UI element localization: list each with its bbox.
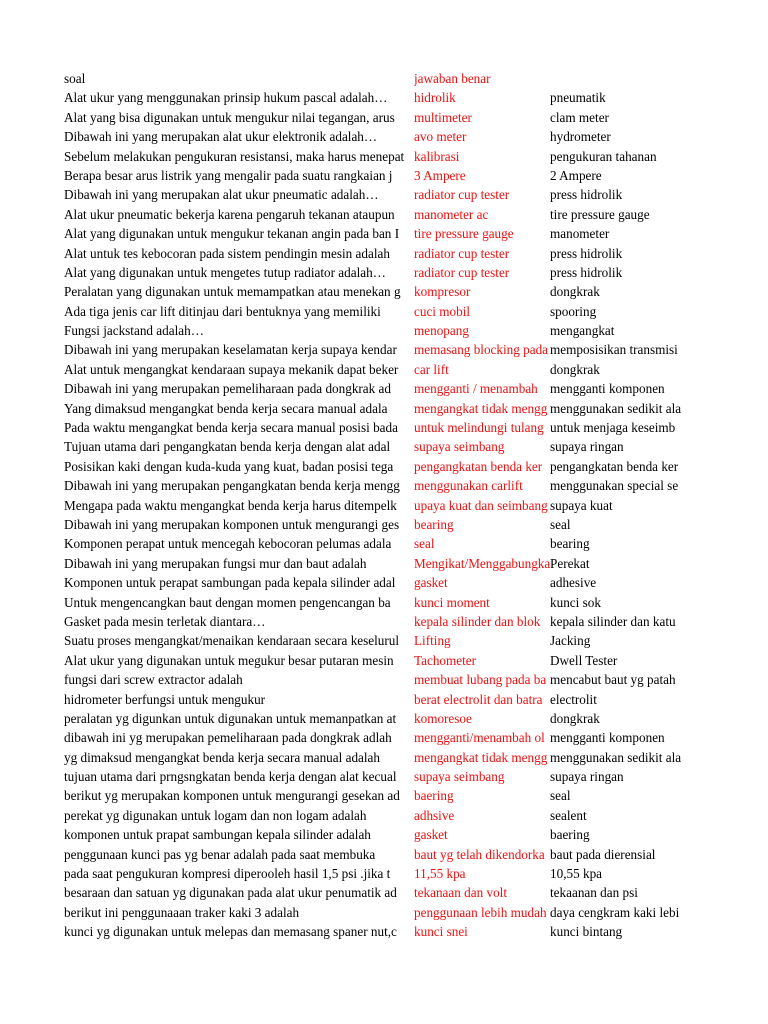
- option-cell: baering: [550, 827, 590, 843]
- correct-answer-cell: radiator cup tester: [414, 245, 510, 261]
- correct-answer-cell: baering: [414, 788, 454, 804]
- correct-answer-cell: mengganti / menambah: [414, 381, 538, 397]
- correct-answer-cell: gasket: [414, 575, 448, 591]
- table-row: [0, 515, 768, 534]
- question-cell: Komponen untuk perapat sambungan pada kepala silinder adal: [64, 575, 396, 591]
- question-cell: Fungsi jackstand adalah…: [64, 323, 204, 339]
- table-row: [0, 573, 768, 592]
- header-row: [0, 69, 768, 88]
- correct-answer-cell: avo meter: [414, 129, 467, 145]
- correct-answer-cell: menopang: [414, 323, 469, 339]
- option-cell: bearing: [550, 536, 590, 552]
- option-cell: tire pressure gauge: [550, 206, 650, 222]
- table-row: [0, 903, 768, 922]
- question-cell: besaraan dan satuan yg digunakan pada alat ukur penumatik ad: [64, 885, 397, 901]
- correct-answer-cell: mengangkat tidak mengg: [414, 749, 548, 765]
- question-cell: berikut yg merupakan komponen untuk mengurangi gesekan ad: [64, 788, 400, 804]
- option-cell: 2 Ampere: [550, 167, 602, 183]
- table-row: [0, 127, 768, 146]
- question-cell: Alat untuk mengangkat kendaraan supaya mekanik dapat beker: [64, 361, 399, 377]
- table-row: [0, 786, 768, 805]
- table-row: [0, 922, 768, 941]
- question-cell: perekat yg digunakan untuk logam dan non logam adalah: [64, 807, 367, 823]
- table-row: [0, 554, 768, 573]
- question-cell: Alat yang bisa digunakan untuk mengukur nilai tegangan, arus: [64, 109, 395, 125]
- question-cell: Dibawah ini yang merupakan pemeliharaan pada dongkrak ad: [64, 381, 391, 397]
- option-cell: manometer: [550, 226, 610, 242]
- table-row: [0, 263, 768, 282]
- correct-answer-cell: radiator cup tester: [414, 264, 510, 280]
- option-cell: mengganti komponen: [550, 381, 665, 397]
- table-row: [0, 593, 768, 612]
- correct-answer-cell: mengganti/menambah ol: [414, 730, 545, 746]
- table-row: [0, 88, 768, 107]
- table-row: [0, 748, 768, 767]
- table-row: [0, 709, 768, 728]
- table-row: [0, 728, 768, 747]
- table-row: [0, 399, 768, 418]
- table-row: [0, 883, 768, 902]
- question-cell: Dibawah ini yang merupakan pengangkatan benda kerja mengg: [64, 478, 400, 494]
- option-cell: tekaanan dan psi: [550, 885, 638, 901]
- question-cell: Mengapa pada waktu mengangkat benda kerja harus ditempelk: [64, 497, 397, 513]
- correct-answer-cell: cuci mobil: [414, 303, 471, 319]
- correct-answer-cell: berat electrolit dan batra: [414, 691, 543, 707]
- question-cell: Komponen perapat untuk mencegah kebocoran pelumas adala: [64, 536, 392, 552]
- question-cell: kunci yg digunakan untuk melepas dan memasang spaner nut,c: [64, 924, 397, 940]
- table-row: [0, 476, 768, 495]
- question-cell: Tujuan utama dari pengangkatan benda kerja dengan alat adal: [64, 439, 391, 455]
- correct-answer-cell: supaya seimbang: [414, 439, 505, 455]
- question-cell: Alat ukur pneumatic bekerja karena pengaruh tekanan ataupun: [64, 206, 395, 222]
- table-row: [0, 496, 768, 515]
- correct-answer-cell: radiator cup tester: [414, 187, 510, 203]
- question-cell: Alat untuk tes kebocoran pada sistem pendingin mesin adalah: [64, 245, 390, 261]
- option-cell: mengganti komponen: [550, 730, 665, 746]
- option-cell: kepala silinder dan katu: [550, 613, 676, 629]
- question-cell: pada saat pengukuran kompresi diperooleh hasil 1,5 psi .jika t: [64, 866, 391, 882]
- option-cell: press hidrolik: [550, 187, 623, 203]
- question-cell: penggunaan kunci pas yg benar adalah pada saat membuka: [64, 846, 376, 862]
- question-cell: Ada tiga jenis car lift ditinjau dari bentuknya yang memiliki: [64, 303, 381, 319]
- option-cell: sealent: [550, 807, 587, 823]
- option-cell: dongkrak: [550, 710, 600, 726]
- correct-answer-cell: kunci snei: [414, 924, 468, 940]
- correct-answer-cell: upaya kuat dan seimbang: [414, 497, 548, 513]
- option-cell: menggunakan special se: [550, 478, 679, 494]
- table-row: [0, 147, 768, 166]
- option-cell: pengangkatan benda ker: [550, 458, 679, 474]
- option-cell: daya cengkram kaki lebi: [550, 904, 680, 920]
- table-row: [0, 670, 768, 689]
- question-cell: Suatu proses mengangkat/menaikan kendaraan secara keselurul: [64, 633, 400, 649]
- table-row: [0, 360, 768, 379]
- question-cell: Dibawah ini yang merupakan alat ukur pneumatic adalah…: [64, 187, 379, 203]
- table-row: [0, 244, 768, 263]
- option-cell: Dwell Tester: [550, 652, 618, 668]
- table-row: [0, 321, 768, 340]
- question-cell: Dibawah ini yang merupakan keselamatan kerja supaya kendar: [64, 342, 397, 358]
- spreadsheet-sheet: [0, 69, 768, 942]
- question-rows: [0, 88, 768, 941]
- correct-answer-cell: memasang blocking pada: [414, 342, 549, 358]
- header-jawaban-benar: jawaban benar: [414, 71, 491, 86]
- question-cell: Dibawah ini yang merupakan komponen untuk mengurangi ges: [64, 516, 400, 532]
- option-cell: pneumatik: [550, 90, 606, 106]
- question-cell: berikut ini penggunaaan traker kaki 3 adalah: [64, 904, 300, 920]
- correct-answer-cell: seal: [414, 536, 435, 552]
- table-row: [0, 302, 768, 321]
- option-cell: clam meter: [550, 109, 609, 125]
- option-cell: dongkrak: [550, 361, 600, 377]
- correct-answer-cell: menggunakan carlift: [414, 478, 523, 494]
- question-cell: Untuk mengencangkan baut dengan momen pengencangan ba: [64, 594, 391, 610]
- table-row: [0, 224, 768, 243]
- option-cell: menggunakan sedikit ala: [550, 749, 682, 765]
- option-cell: 10,55 kpa: [550, 866, 603, 882]
- question-cell: yg dimaksud mengangkat benda kerja secara manual adalah: [64, 749, 381, 765]
- option-cell: baut pada dierensial: [550, 846, 656, 862]
- table-row: [0, 379, 768, 398]
- correct-answer-cell: Tachometer: [414, 652, 477, 668]
- option-cell: supaya kuat: [550, 497, 613, 513]
- option-cell: press hidrolik: [550, 245, 623, 261]
- table-row: [0, 185, 768, 204]
- correct-answer-cell: tire pressure gauge: [414, 226, 514, 242]
- question-cell: Alat ukur yang menggunakan prinsip hukum pascal adalah…: [64, 90, 388, 106]
- question-cell: Alat yang digunakan untuk mengukur tekanan angin pada ban I: [64, 226, 400, 242]
- correct-answer-cell: baut yg telah dikendorka: [414, 846, 545, 862]
- table-row: [0, 612, 768, 631]
- table-row: [0, 864, 768, 883]
- table-row: [0, 845, 768, 864]
- correct-answer-cell: Lifting: [414, 633, 451, 649]
- option-cell: dongkrak: [550, 284, 600, 300]
- question-cell: Alat ukur yang digunakan untuk megukur besar putaran mesin: [64, 652, 394, 668]
- correct-answer-cell: kunci moment: [414, 594, 490, 610]
- table-row: [0, 437, 768, 456]
- question-cell: Posisikan kaki dengan kuda-kuda yang kuat, badan posisi tega: [64, 458, 394, 474]
- table-row: [0, 631, 768, 650]
- correct-answer-cell: komoresoe: [414, 710, 472, 726]
- table-row: [0, 282, 768, 301]
- table-row: [0, 205, 768, 224]
- table-row: [0, 418, 768, 437]
- question-cell: peralatan yg digunkan untuk digunakan untuk memanpatkan at: [64, 710, 397, 726]
- table-row: [0, 340, 768, 359]
- correct-answer-cell: pengangkatan benda ker: [414, 458, 543, 474]
- correct-answer-cell: manometer ac: [414, 206, 489, 222]
- correct-answer-cell: mengangkat tidak mengg: [414, 400, 548, 416]
- option-cell: kunci sok: [550, 594, 601, 610]
- question-cell: Alat yang digunakan untuk mengetes tutup radiator adalah…: [64, 264, 386, 280]
- question-cell: Sebelum melakukan pengukuran resistansi, maka harus menepat: [64, 148, 405, 164]
- option-cell: kunci bintang: [550, 924, 623, 940]
- correct-answer-cell: kalibrasi: [414, 148, 460, 164]
- option-cell: mengangkat: [550, 323, 615, 339]
- correct-answer-cell: adhsive: [414, 807, 455, 823]
- header-soal: soal: [64, 71, 86, 86]
- question-cell: Gasket pada mesin terletak diantara…: [64, 613, 266, 629]
- table-row: [0, 767, 768, 786]
- option-cell: pengukuran tahanan: [550, 148, 657, 164]
- option-cell: Jacking: [550, 633, 591, 649]
- question-cell: Dibawah ini yang merupakan alat ukur elektronik adalah…: [64, 129, 378, 145]
- question-cell: Peralatan yang digunakan untuk memampatkan atau menekan g: [64, 284, 401, 300]
- correct-answer-cell: hidrolik: [414, 90, 456, 106]
- question-cell: dibawah ini yg merupakan pemeliharaan pada dongkrak adlah: [64, 730, 392, 746]
- option-cell: seal: [550, 516, 571, 532]
- table-row: [0, 108, 768, 127]
- correct-answer-cell: 3 Ampere: [414, 167, 466, 183]
- option-cell: electrolit: [550, 691, 597, 707]
- option-cell: supaya ringan: [550, 439, 624, 455]
- question-cell: hidrometer berfungsi untuk mengukur: [64, 691, 266, 707]
- option-cell: press hidrolik: [550, 264, 623, 280]
- question-cell: Berapa besar arus listrik yang mengalir pada suatu rangkaian j: [64, 167, 393, 183]
- correct-answer-cell: 11,55 kpa: [414, 866, 466, 882]
- correct-answer-cell: kompresor: [414, 284, 471, 300]
- question-cell: Pada waktu mengangkat benda kerja secara manual posisi bada: [64, 420, 398, 436]
- option-cell: spooring: [550, 303, 597, 319]
- correct-answer-cell: Mengikat/Menggabungka: [414, 555, 550, 571]
- table-row: [0, 690, 768, 709]
- option-cell: menggunakan sedikit ala: [550, 400, 682, 416]
- correct-answer-cell: membuat lubang pada ba: [414, 672, 547, 688]
- correct-answer-cell: penggunaan lebih mudah: [414, 904, 547, 920]
- correct-answer-cell: bearing: [414, 516, 454, 532]
- correct-answer-cell: gasket: [414, 827, 448, 843]
- table-row: [0, 534, 768, 553]
- question-cell: Yang dimaksud mengangkat benda kerja secara manual adala: [64, 400, 388, 416]
- question-cell: komponen untuk prapat sambungan kepala silinder adalah: [64, 827, 371, 843]
- correct-answer-cell: multimeter: [414, 109, 472, 125]
- table-row: [0, 825, 768, 844]
- correct-answer-cell: supaya seimbang: [414, 769, 505, 785]
- correct-answer-cell: kepala silinder dan blok: [414, 613, 541, 629]
- question-cell: fungsi dari screw extractor adalah: [64, 672, 243, 688]
- correct-answer-cell: car lift: [414, 361, 449, 377]
- option-cell: seal: [550, 788, 571, 804]
- question-cell: tujuan utama dari prngsngkatan benda kerja dengan alat kecual: [64, 769, 397, 785]
- option-cell: memposisikan transmisi: [550, 342, 678, 358]
- option-cell: adhesive: [550, 575, 597, 591]
- question-cell: Dibawah ini yang merupakan fungsi mur dan baut adalah: [64, 555, 367, 571]
- option-cell: Perekat: [550, 555, 590, 571]
- table-row: [0, 651, 768, 670]
- table-row: [0, 806, 768, 825]
- option-cell: hydrometer: [550, 129, 611, 145]
- correct-answer-cell: untuk melindungi tulang: [414, 420, 544, 436]
- table-row: [0, 166, 768, 185]
- table-row: [0, 457, 768, 476]
- correct-answer-cell: tekanaan dan volt: [414, 885, 508, 901]
- option-cell: untuk menjaga keseimb: [550, 420, 676, 436]
- option-cell: mencabut baut yg patah: [550, 672, 676, 688]
- option-cell: supaya ringan: [550, 769, 624, 785]
